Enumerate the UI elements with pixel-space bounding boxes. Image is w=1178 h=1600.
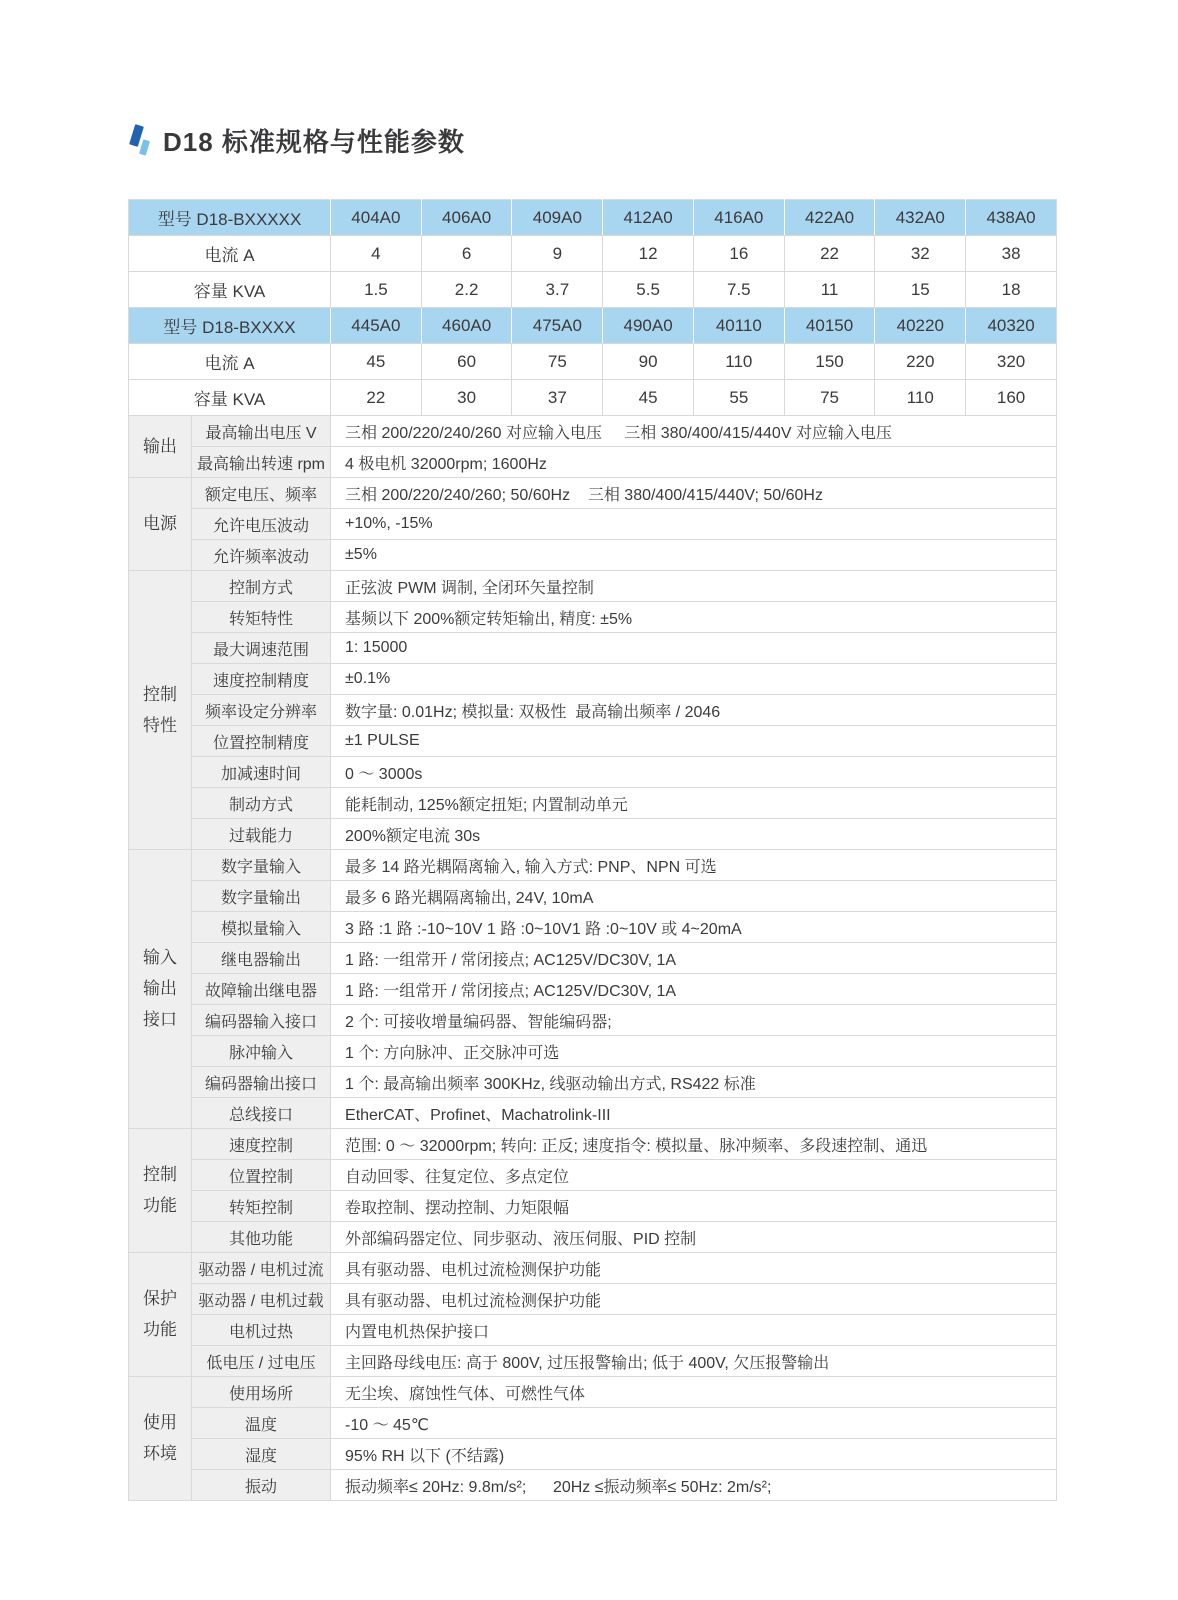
- spec-row-label: 额定电压、频率: [192, 478, 331, 509]
- spec-row-value: 能耗制动, 125%额定扭矩; 内置制动单元: [331, 788, 1057, 819]
- spec-row-label: 频率设定分辨率: [192, 695, 331, 726]
- spec-row-label: 驱动器 / 电机过流: [192, 1253, 331, 1284]
- spec-table: [128, 199, 1057, 1501]
- spec-row-label: 脉冲输入: [192, 1036, 331, 1067]
- flash-icon: [127, 123, 153, 159]
- model-code-cell: 445A0: [331, 308, 422, 344]
- spec-row: [129, 1191, 1057, 1222]
- spec-row-value: 具有驱动器、电机过流检测保护功能: [331, 1284, 1057, 1315]
- spec-row: [129, 757, 1057, 788]
- spec-row: [129, 726, 1057, 757]
- spec-row-label: 控制方式: [192, 571, 331, 602]
- model-value-cell: 45: [331, 344, 422, 380]
- spec-row-label: 速度控制: [192, 1129, 331, 1160]
- spec-row-value: 基频以下 200%额定转矩输出, 精度: ±5%: [331, 602, 1057, 633]
- spec-row-value: 1 个: 方向脉冲、正交脉冲可选: [331, 1036, 1057, 1067]
- spec-row-value: 三相 200/220/240/260; 50/60Hz 三相 380/400/415/440V; 50/60Hz: [331, 478, 1057, 509]
- section-group-label: [129, 850, 192, 1129]
- spec-row-label: 转矩控制: [192, 1191, 331, 1222]
- spec-row-label: 加减速时间: [192, 757, 331, 788]
- model-value-cell: 38: [966, 236, 1057, 272]
- model-data-row: [129, 272, 1057, 308]
- spec-row: [129, 509, 1057, 540]
- model-value-cell: 60: [421, 344, 512, 380]
- model-row-label: 容量 KVA: [129, 272, 331, 308]
- model-data-row: [129, 236, 1057, 272]
- spec-row: [129, 819, 1057, 850]
- spec-row-value: ±5%: [331, 540, 1057, 571]
- model-code-cell: 406A0: [421, 200, 512, 236]
- spec-row-label: 低电压 / 过电压: [192, 1346, 331, 1377]
- spec-row: [129, 416, 1057, 447]
- spec-row-value: 正弦波 PWM 调制, 全闭环矢量控制: [331, 571, 1057, 602]
- model-value-cell: 37: [512, 380, 603, 416]
- section-group-line: 使用: [143, 1413, 177, 1433]
- spec-row: [129, 788, 1057, 819]
- spec-row-label: 模拟量输入: [192, 912, 331, 943]
- spec-row-value: 三相 200/220/240/260 对应输入电压 三相 380/400/415/440V 对应输入电压: [331, 416, 1057, 447]
- model-code-cell: 432A0: [875, 200, 966, 236]
- flash-icon-light-bar: [139, 139, 150, 155]
- section-group-line: 输出: [143, 436, 177, 456]
- section-group-line: 功能: [143, 1320, 177, 1339]
- section-group-line: 控制: [143, 684, 177, 704]
- spec-row-value: 范围: 0 ～ 32000rpm; 转向: 正反; 速度指令: 模拟量、脉冲频率、多段速控制、通迅: [331, 1129, 1057, 1160]
- model-value-cell: 1.5: [331, 272, 422, 308]
- spec-row: [129, 664, 1057, 695]
- model-value-cell: 150: [784, 344, 875, 380]
- model-value-cell: 15: [875, 272, 966, 308]
- spec-row-value: 主回路母线电压: 高于 800V, 过压报警输出; 低于 400V, 欠压报警输出: [331, 1346, 1057, 1377]
- spec-row-value: EtherCAT、Profinet、Machatrolink-III: [331, 1098, 1057, 1129]
- model-value-cell: 55: [693, 380, 784, 416]
- model-code-cell: 40320: [966, 308, 1057, 344]
- model-value-cell: 22: [784, 236, 875, 272]
- spec-row-value: 卷取控制、摆动控制、力矩限幅: [331, 1191, 1057, 1222]
- spec-row-value: 1 路: 一组常开 / 常闭接点; AC125V/DC30V, 1A: [331, 974, 1057, 1005]
- model-value-cell: 22: [331, 380, 422, 416]
- spec-row: [129, 912, 1057, 943]
- spec-row-label: 转矩特性: [192, 602, 331, 633]
- model-value-cell: 18: [966, 272, 1057, 308]
- spec-row-label: 故障输出继电器: [192, 974, 331, 1005]
- spec-row: [129, 695, 1057, 726]
- model-row-label: 容量 KVA: [129, 380, 331, 416]
- spec-row: [129, 850, 1057, 881]
- model-code-cell: 460A0: [421, 308, 512, 344]
- page-title-block: [127, 122, 465, 159]
- model-code-cell: 40110: [693, 308, 784, 344]
- model-code-cell: 404A0: [331, 200, 422, 236]
- section-group-line: 功能: [143, 1196, 177, 1215]
- model-code-cell: 412A0: [603, 200, 694, 236]
- section-group-label: [129, 571, 192, 850]
- model-value-cell: 6: [421, 236, 512, 272]
- section-group-label: [129, 478, 192, 571]
- section-group-label: [129, 1377, 192, 1501]
- spec-row-label: 位置控制: [192, 1160, 331, 1191]
- spec-row: [129, 1284, 1057, 1315]
- spec-row-label: 最高输出转速 rpm: [192, 447, 331, 478]
- model-value-cell: 110: [693, 344, 784, 380]
- spec-row: [129, 540, 1057, 571]
- model-header-row: [129, 200, 1057, 236]
- section-group-label: [129, 416, 192, 478]
- model-code-cell: 490A0: [603, 308, 694, 344]
- spec-row: [129, 1160, 1057, 1191]
- spec-row: [129, 1036, 1057, 1067]
- model-value-cell: 75: [784, 380, 875, 416]
- spec-row-label: 最大调速范围: [192, 633, 331, 664]
- model-value-cell: 16: [693, 236, 784, 272]
- model-value-cell: 75: [512, 344, 603, 380]
- spec-row-value: 内置电机热保护接口: [331, 1315, 1057, 1346]
- model-row-label: 电流 A: [129, 236, 331, 272]
- model-header-row: [129, 308, 1057, 344]
- section-group-label: [129, 1253, 192, 1377]
- spec-row-value: 具有驱动器、电机过流检测保护功能: [331, 1253, 1057, 1284]
- spec-row-value: 2 个: 可接收增量编码器、智能编码器;: [331, 1005, 1057, 1036]
- model-row-label: 型号 D18-BXXXXX: [129, 200, 331, 236]
- model-value-cell: 4: [331, 236, 422, 272]
- section-group-line: 接口: [143, 1009, 177, 1029]
- spec-row-label: 其他功能: [192, 1222, 331, 1253]
- spec-row-value: 数字量: 0.01Hz; 模拟量: 双极性 最高输出频率 / 2046: [331, 695, 1057, 726]
- model-value-cell: 160: [966, 380, 1057, 416]
- model-value-cell: 220: [875, 344, 966, 380]
- model-row-label: 型号 D18-BXXXX: [129, 308, 331, 344]
- model-data-row: [129, 344, 1057, 380]
- model-data-row: [129, 380, 1057, 416]
- spec-row: [129, 478, 1057, 509]
- model-code-cell: 409A0: [512, 200, 603, 236]
- spec-row-value: 最多 6 路光耦隔离输出, 24V, 10mA: [331, 881, 1057, 912]
- spec-row-value: 3 路 :1 路 :-10~10V 1 路 :0~10V1 路 :0~10V 或 4~20mA: [331, 912, 1057, 943]
- spec-row-value: -10 ～ 45℃: [331, 1408, 1057, 1439]
- spec-row-value: ±0.1%: [331, 664, 1057, 695]
- model-code-cell: 422A0: [784, 200, 875, 236]
- spec-row-label: 过载能力: [192, 819, 331, 850]
- spec-table-body: [129, 200, 1057, 1501]
- spec-row-value: 4 极电机 32000rpm; 1600Hz: [331, 447, 1057, 478]
- page-title: D18 标准规格与性能参数: [163, 127, 465, 157]
- spec-row: [129, 1222, 1057, 1253]
- spec-row-label: 最高输出电压 V: [192, 416, 331, 447]
- spec-row-label: 允许频率波动: [192, 540, 331, 571]
- spec-row-value: 0 ～ 3000s: [331, 757, 1057, 788]
- spec-row: [129, 447, 1057, 478]
- model-value-cell: 45: [603, 380, 694, 416]
- spec-row-value: 1 路: 一组常开 / 常闭接点; AC125V/DC30V, 1A: [331, 943, 1057, 974]
- model-value-cell: 90: [603, 344, 694, 380]
- spec-row: [129, 943, 1057, 974]
- spec-row: [129, 1067, 1057, 1098]
- spec-row-label: 位置控制精度: [192, 726, 331, 757]
- spec-row-value: 外部编码器定位、同步驱动、液压伺服、PID 控制: [331, 1222, 1057, 1253]
- model-code-cell: 475A0: [512, 308, 603, 344]
- spec-row: [129, 1098, 1057, 1129]
- spec-row: [129, 602, 1057, 633]
- spec-row-label: 数字量输入: [192, 850, 331, 881]
- model-value-cell: 7.5: [693, 272, 784, 308]
- spec-row: [129, 1315, 1057, 1346]
- model-row-label: 电流 A: [129, 344, 331, 380]
- section-group-line: 控制: [143, 1165, 177, 1185]
- spec-row-value: 1 个: 最高输出频率 300KHz, 线驱动输出方式, RS422 标准: [331, 1067, 1057, 1098]
- spec-row-label: 制动方式: [192, 788, 331, 819]
- spec-table-element: [128, 199, 1057, 1501]
- model-value-cell: 3.7: [512, 272, 603, 308]
- spec-row-label: 编码器输入接口: [192, 1005, 331, 1036]
- spec-row: [129, 1408, 1057, 1439]
- model-code-cell: 416A0: [693, 200, 784, 236]
- model-code-cell: 40220: [875, 308, 966, 344]
- spec-row-label: 数字量输出: [192, 881, 331, 912]
- spec-row-value: 自动回零、往复定位、多点定位: [331, 1160, 1057, 1191]
- spec-row-label: 使用场所: [192, 1377, 331, 1408]
- section-group-line: 特性: [143, 715, 177, 735]
- spec-row-label: 温度: [192, 1408, 331, 1439]
- spec-row: [129, 1377, 1057, 1408]
- spec-row: [129, 881, 1057, 912]
- model-value-cell: 320: [966, 344, 1057, 380]
- spec-row-value: ±1 PULSE: [331, 726, 1057, 757]
- spec-row: [129, 1346, 1057, 1377]
- model-value-cell: 32: [875, 236, 966, 272]
- spec-row: [129, 1005, 1057, 1036]
- spec-row-label: 速度控制精度: [192, 664, 331, 695]
- spec-row-label: 允许电压波动: [192, 509, 331, 540]
- model-value-cell: 2.2: [421, 272, 512, 308]
- section-group-line: 输出: [143, 979, 177, 999]
- section-group-label: [129, 1129, 192, 1253]
- spec-row-label: 编码器输出接口: [192, 1067, 331, 1098]
- spec-row-label: 湿度: [192, 1439, 331, 1470]
- section-group-line: 保护: [143, 1289, 177, 1309]
- spec-row: [129, 1253, 1057, 1284]
- spec-row-label: 总线接口: [192, 1098, 331, 1129]
- spec-row-label: 振动: [192, 1470, 331, 1501]
- spec-row: [129, 1470, 1057, 1501]
- section-group-line: 输入: [143, 948, 177, 968]
- spec-row-label: 驱动器 / 电机过载: [192, 1284, 331, 1315]
- section-group-line: 环境: [143, 1444, 177, 1463]
- section-group-line: 电源: [143, 514, 177, 534]
- model-value-cell: 5.5: [603, 272, 694, 308]
- spec-row-value: 最多 14 路光耦隔离输入, 输入方式: PNP、NPN 可选: [331, 850, 1057, 881]
- spec-row-label: 电机过热: [192, 1315, 331, 1346]
- model-value-cell: 110: [875, 380, 966, 416]
- spec-row-value: 振动频率≤ 20Hz: 9.8m/s²; 20Hz ≤振动频率≤ 50Hz: 2m/s²;: [331, 1470, 1057, 1501]
- model-value-cell: 30: [421, 380, 512, 416]
- model-code-cell: 438A0: [966, 200, 1057, 236]
- model-value-cell: 9: [512, 236, 603, 272]
- spec-row: [129, 633, 1057, 664]
- model-value-cell: 11: [784, 272, 875, 308]
- model-code-cell: 40150: [784, 308, 875, 344]
- spec-row: [129, 1439, 1057, 1470]
- spec-row: [129, 571, 1057, 602]
- spec-row-value: 无尘埃、腐蚀性气体、可燃性气体: [331, 1377, 1057, 1408]
- spec-row-value: 200%额定电流 30s: [331, 819, 1057, 850]
- spec-row-value: 95% RH 以下 (不结露): [331, 1439, 1057, 1470]
- spec-row: [129, 1129, 1057, 1160]
- spec-row-label: 继电器输出: [192, 943, 331, 974]
- spec-row-value: 1: 15000: [331, 633, 1057, 664]
- model-value-cell: 12: [603, 236, 694, 272]
- spec-row: [129, 974, 1057, 1005]
- spec-row-value: +10%, -15%: [331, 509, 1057, 540]
